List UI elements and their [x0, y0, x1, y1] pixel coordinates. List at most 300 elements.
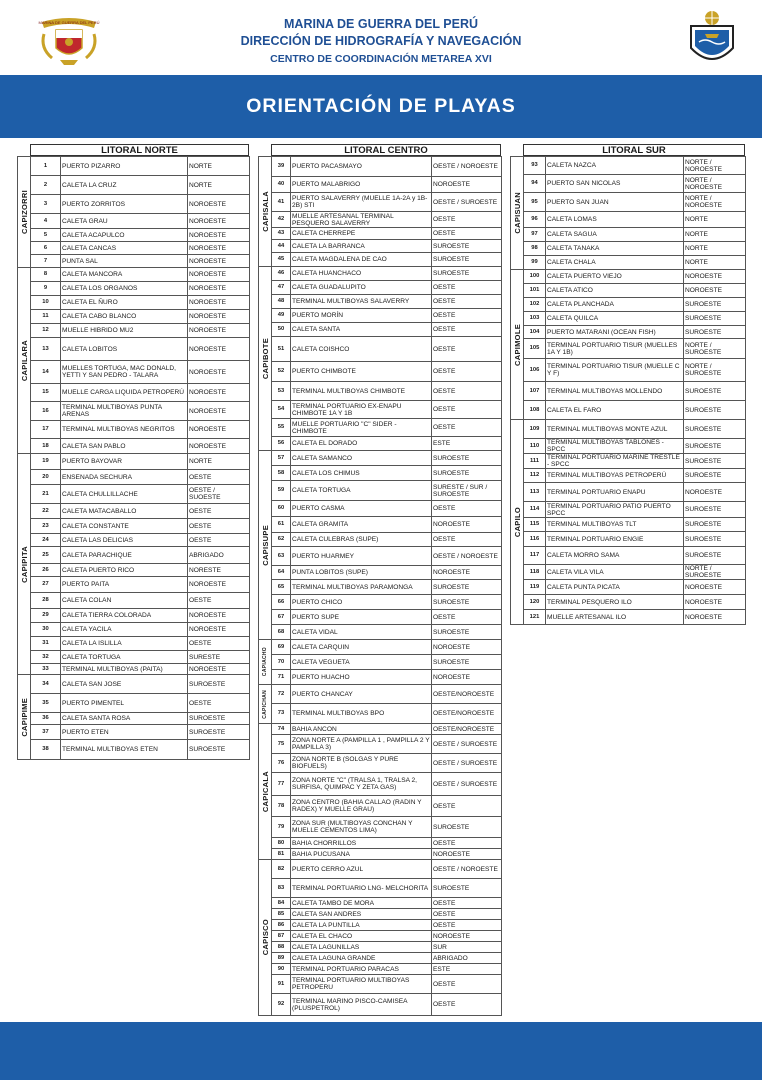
beach-orientation: OESTE	[432, 228, 502, 240]
table-row	[259, 595, 502, 610]
row-number: 105	[524, 339, 546, 359]
zone-name: CAPILO	[512, 506, 522, 538]
table-row	[511, 580, 746, 595]
table-row	[259, 466, 502, 481]
beach-name: TERMINAL MULTIBOYAS PARAMONGA	[291, 580, 432, 595]
beach-name: CALETA LOS CHIMUS	[291, 466, 432, 481]
beach-orientation: OESTE	[188, 694, 250, 713]
beach-orientation: OESTE / NOROESTE	[432, 547, 502, 566]
table-row	[18, 324, 250, 338]
table-row	[18, 268, 250, 282]
row-number: 100	[524, 270, 546, 284]
zone-name: CAPISALA	[260, 191, 270, 232]
table-row	[259, 281, 502, 295]
beach-orientation: SUROESTE	[684, 547, 746, 565]
table-row	[259, 964, 502, 975]
beach-orientation: SUR	[432, 942, 502, 953]
table-row	[18, 361, 250, 384]
row-number: 70	[272, 655, 291, 670]
row-number: 110	[524, 439, 546, 454]
beach-name: TERMINAL MULTIBOYAS PUNTA ARENAS	[61, 402, 188, 421]
beach-name: CALETA LA ISLILLA	[61, 637, 188, 651]
zone-name: CAPISUPE	[260, 524, 270, 566]
table-row	[259, 481, 502, 501]
beach-orientation: NOROESTE	[432, 640, 502, 655]
row-number: 74	[272, 724, 291, 735]
table-row	[18, 384, 250, 402]
table-row	[18, 470, 250, 485]
table-row	[259, 157, 502, 177]
table-row	[511, 157, 746, 175]
beach-orientation: NOROESTE	[188, 282, 250, 296]
beach-name: BAHIA CHORRILLOS	[291, 838, 432, 849]
beach-name: TERMINAL MULTIBOYAS CHIMBOTE	[291, 382, 432, 401]
row-number: 25	[31, 547, 61, 564]
dept-name: DIRECCIÓN DE HIDROGRAFÍA Y NAVEGACIÓN	[240, 34, 522, 48]
beach-orientation: OESTE	[188, 637, 250, 651]
table-row	[18, 675, 250, 694]
table-row	[259, 953, 502, 964]
row-number: 71	[272, 670, 291, 685]
row-number: 3	[31, 195, 61, 214]
row-number: 86	[272, 920, 291, 931]
beach-orientation: OESTE	[432, 898, 502, 909]
table-row	[259, 267, 502, 281]
beach-orientation: OESTE	[432, 382, 502, 401]
row-number: 102	[524, 298, 546, 312]
row-number: 43	[272, 228, 291, 240]
beach-orientation: OESTE	[432, 281, 502, 295]
row-number: 11	[31, 310, 61, 324]
beach-name: PUERTO PACASMAYO	[291, 157, 432, 177]
row-number: 77	[272, 773, 291, 796]
beach-name: PUERTO MORÍN	[291, 309, 432, 323]
beach-name: CALETA CHALA	[546, 256, 684, 270]
beach-orientation: SUROESTE	[684, 439, 746, 454]
beach-name: TERMINAL MULTIBOYAS TLT	[546, 518, 684, 532]
beach-name: CALETA VEGUETA	[291, 655, 432, 670]
beach-name: TERMINAL MULTIBOYAS (PAITA)	[61, 664, 188, 675]
beach-orientation: NORTE	[684, 242, 746, 256]
row-number: 97	[524, 228, 546, 242]
table-row	[259, 401, 502, 419]
table-row	[511, 518, 746, 532]
beach-name: PUERTO ETEN	[61, 725, 188, 740]
beach-orientation: OESTE	[188, 534, 250, 547]
row-number: 2	[31, 176, 61, 195]
beach-name: CALETA PUERTO RICO	[61, 564, 188, 577]
beach-orientation: NOROESTE	[188, 229, 250, 242]
beach-name: PUERTO SAN NICOLAS	[546, 175, 684, 193]
beach-name: CALETA EL DORADO	[291, 437, 432, 451]
beach-name: TERMINAL PORTUARIO EX-ENAPU CHIMBOTE 1A Y 1B	[291, 401, 432, 419]
table-row	[259, 382, 502, 401]
beach-name: CALETA LA CRUZ	[61, 176, 188, 195]
beach-name: TERMINAL PORTUARIO MARINE TRESTLE - SPCC	[546, 454, 684, 469]
beach-orientation: SUROESTE	[432, 595, 502, 610]
beach-name: PUERTO SALAVERRY (MUELLE 1A-2A y 1B-2B) STI	[291, 193, 432, 212]
row-number: 84	[272, 898, 291, 909]
table-row	[511, 270, 746, 284]
beach-orientation: OESTE	[432, 419, 502, 437]
beach-orientation: OESTE	[432, 337, 502, 362]
beach-orientation: OESTE / SUOESTE	[188, 485, 250, 504]
beach-name: CALETA YACILA	[61, 623, 188, 637]
row-number: 31	[31, 637, 61, 651]
beach-orientation: NOROESTE	[188, 268, 250, 282]
row-number: 67	[272, 610, 291, 625]
row-number: 24	[31, 534, 61, 547]
table-row	[511, 565, 746, 580]
table-row	[259, 838, 502, 849]
beach-orientation: OESTE	[432, 362, 502, 382]
beach-name: CALETA ATICO	[546, 284, 684, 298]
table-row	[259, 754, 502, 773]
beach-orientation: SUROESTE	[684, 298, 746, 312]
beach-orientation: OESTE	[432, 838, 502, 849]
beach-orientation: NOROESTE	[432, 670, 502, 685]
row-number: 60	[272, 501, 291, 517]
beach-orientation: OESTE	[432, 212, 502, 228]
beach-orientation: NOROESTE	[432, 849, 502, 860]
table-row	[259, 640, 502, 655]
table-row	[259, 547, 502, 566]
row-number: 39	[272, 157, 291, 177]
beach-orientation: NOROESTE	[188, 664, 250, 675]
row-number: 81	[272, 849, 291, 860]
beach-name: CALETA EL ÑURO	[61, 296, 188, 310]
org-name: MARINA DE GUERRA DEL PERÚ	[284, 17, 478, 31]
table-row	[259, 909, 502, 920]
table-row	[259, 931, 502, 942]
zone-name: CAPIPIME	[19, 697, 29, 737]
beach-orientation: NOROESTE	[684, 284, 746, 298]
beach-name: CALETA TORTUGA	[61, 651, 188, 664]
beach-orientation: OESTE	[432, 909, 502, 920]
table-row	[18, 229, 250, 242]
zone-label	[259, 860, 272, 1016]
row-number: 49	[272, 309, 291, 323]
beach-orientation: SUROESTE	[432, 466, 502, 481]
row-number: 18	[31, 439, 61, 454]
beach-orientation: SUROESTE	[684, 532, 746, 547]
beach-orientation: OESTE / SUROESTE	[432, 193, 502, 212]
table-row	[18, 421, 250, 439]
zone-label	[259, 157, 272, 267]
beach-name: PUERTO BAYOVAR	[61, 454, 188, 470]
row-number: 36	[31, 713, 61, 725]
beach-orientation: OESTE / NOROESTE	[432, 157, 502, 177]
table-row	[18, 740, 250, 760]
beach-name: CALETA TAMBO DE MORA	[291, 898, 432, 909]
beach-orientation: NOROESTE	[684, 270, 746, 284]
table-row	[18, 623, 250, 637]
beach-orientation: OESTE / SUROESTE	[432, 754, 502, 773]
row-number: 82	[272, 860, 291, 879]
beach-orientation: NOROESTE	[188, 338, 250, 361]
row-number: 17	[31, 421, 61, 439]
row-number: 103	[524, 312, 546, 326]
table-row	[259, 240, 502, 253]
table-row	[259, 419, 502, 437]
beach-orientation: ESTE	[432, 964, 502, 975]
row-number: 30	[31, 623, 61, 637]
beach-name: PUERTO CERRO AZUL	[291, 860, 432, 879]
table-row	[511, 382, 746, 401]
row-number: 50	[272, 323, 291, 337]
row-number: 87	[272, 931, 291, 942]
beach-name: CALETA SAN ANDRES	[291, 909, 432, 920]
beach-orientation: OESTE	[432, 796, 502, 817]
table-row	[259, 437, 502, 451]
row-number: 12	[31, 324, 61, 338]
beach-name: CALETA TORTUGA	[291, 481, 432, 501]
zone-label	[511, 270, 524, 420]
beach-orientation: NOROESTE	[188, 384, 250, 402]
beach-orientation: NORTE / NOROESTE	[684, 193, 746, 212]
beach-name: CALETA SAN PABLO	[61, 439, 188, 454]
table-row	[18, 713, 250, 725]
row-number: 27	[31, 577, 61, 593]
beach-orientation: SUROESTE	[432, 240, 502, 253]
table-row	[511, 439, 746, 454]
beach-name: TERMINAL MULTIBOYAS ETEN	[61, 740, 188, 760]
beach-orientation: NOROESTE	[432, 566, 502, 580]
row-number: 1	[31, 157, 61, 176]
table-row	[18, 402, 250, 421]
table-row	[259, 309, 502, 323]
column-title: LITORAL CENTRO	[271, 144, 501, 156]
zone-name: CAPICALA	[260, 770, 270, 813]
beach-name: CALETA CABO BLANCO	[61, 310, 188, 324]
beach-orientation: OESTE	[432, 994, 502, 1016]
beach-name: ENSENADA SECHURA	[61, 470, 188, 485]
beach-name: PUERTO CHANCAY	[291, 685, 432, 704]
row-number: 96	[524, 212, 546, 228]
row-number: 42	[272, 212, 291, 228]
beach-orientation: NOROESTE	[188, 577, 250, 593]
row-number: 15	[31, 384, 61, 402]
hydrography-seal-logo	[683, 8, 741, 70]
beach-name: PUERTO HUACHO	[291, 670, 432, 685]
beach-name: CALETA SAGUA	[546, 228, 684, 242]
table-row	[259, 704, 502, 724]
row-number: 93	[524, 157, 546, 175]
beach-orientation: OESTE	[432, 920, 502, 931]
beach-name: CALETA GRAU	[61, 214, 188, 229]
row-number: 52	[272, 362, 291, 382]
beach-name: PUERTO MATARANI (OCEAN FISH)	[546, 326, 684, 339]
beach-orientation: NOROESTE	[188, 421, 250, 439]
beach-orientation: NOROESTE	[188, 195, 250, 214]
beach-orientation: SUROESTE	[684, 454, 746, 469]
row-number: 33	[31, 664, 61, 675]
row-number: 72	[272, 685, 291, 704]
beach-orientation: NOROESTE	[188, 242, 250, 255]
table-row	[18, 282, 250, 296]
zone-name: CAPILARA	[19, 339, 29, 382]
row-number: 8	[31, 268, 61, 282]
zone-name: CAPIBOTE	[260, 337, 270, 380]
table-row	[259, 796, 502, 817]
beach-name: PUNTA LOBITOS (SUPE)	[291, 566, 432, 580]
beach-orientation: NORTE	[188, 454, 250, 470]
row-number: 44	[272, 240, 291, 253]
beach-orientation: SUROESTE	[684, 312, 746, 326]
beach-orientation: NORTE / NOROESTE	[684, 157, 746, 175]
beach-name: MUELLES TORTUGA, MAC DONALD, YETTI Y SAN PEDRO - TALARA	[61, 361, 188, 384]
row-number: 22	[31, 504, 61, 519]
table-row	[18, 694, 250, 713]
beach-name: MUELLE ARTESANAL TERMINAL PESQUERO SALAVERRY	[291, 212, 432, 228]
table-row	[259, 501, 502, 517]
litoral-sur-column	[510, 144, 745, 625]
zone-name: CAPIACHO	[261, 647, 268, 677]
table-row	[18, 534, 250, 547]
beach-orientation: SUROESTE	[432, 879, 502, 898]
row-number: 14	[31, 361, 61, 384]
row-number: 29	[31, 609, 61, 623]
table-row	[259, 566, 502, 580]
table-row	[259, 337, 502, 362]
row-number: 35	[31, 694, 61, 713]
row-number: 45	[272, 253, 291, 267]
table-row	[18, 310, 250, 324]
beach-orientation: ABRIGADO	[188, 547, 250, 564]
beach-name: CALETA CHERREPE	[291, 228, 432, 240]
beach-name: CALETA MAGDALENA DE CAO	[291, 253, 432, 267]
row-number: 10	[31, 296, 61, 310]
table-row	[511, 256, 746, 270]
beach-name: TERMINAL PORTUARIO PATIO PUERTO SPCC	[546, 502, 684, 518]
row-number: 78	[272, 796, 291, 817]
row-number: 89	[272, 953, 291, 964]
zone-label	[259, 640, 272, 685]
beach-name: CALETA SAN JOSE	[61, 675, 188, 694]
beach-orientation: NOROESTE	[188, 324, 250, 338]
row-number: 112	[524, 469, 546, 483]
beach-name: CALETA CULEBRAS (SUPE)	[291, 533, 432, 547]
table-row	[18, 547, 250, 564]
zone-name: CAPICHAN	[261, 689, 268, 719]
column-title: LITORAL NORTE	[30, 144, 249, 156]
beach-name: CALETA TANAKA	[546, 242, 684, 256]
beach-name: MUELLE CARGA LIQUIDA PETROPERÚ	[61, 384, 188, 402]
row-number: 46	[272, 267, 291, 281]
row-number: 48	[272, 295, 291, 309]
row-number: 83	[272, 879, 291, 898]
row-number: 99	[524, 256, 546, 270]
row-number: 88	[272, 942, 291, 953]
beach-name: CALETA TIERRA COLORADA	[61, 609, 188, 623]
column-title: LITORAL SUR	[523, 144, 745, 156]
beach-orientation: NORTE	[684, 228, 746, 242]
beach-name: MUELLE ARTESANAL ILO	[546, 610, 684, 625]
beach-name: CALETA LAGUNILLAS	[291, 942, 432, 953]
table-row	[259, 879, 502, 898]
beach-orientation: OESTE / SUROESTE	[432, 773, 502, 796]
beach-name: CALETA VILA VILA	[546, 565, 684, 580]
beach-orientation: SUROESTE	[188, 740, 250, 760]
table-row	[18, 176, 250, 195]
zone-label	[18, 157, 31, 268]
beach-orientation: SUROESTE	[188, 675, 250, 694]
beach-orientation: OESTE	[432, 533, 502, 547]
table-row	[18, 214, 250, 229]
table-row	[18, 195, 250, 214]
beach-orientation: OESTE / NOROESTE	[432, 860, 502, 879]
beach-name: TERMINAL PORTUARIO PARACAS	[291, 964, 432, 975]
beach-name: CALETA PARACHIQUE	[61, 547, 188, 564]
table-row	[259, 177, 502, 193]
beach-name: TERMINAL MULTIBOYAS NEGRITOS	[61, 421, 188, 439]
beach-orientation: NOROESTE	[432, 177, 502, 193]
row-number: 51	[272, 337, 291, 362]
zone-label	[259, 685, 272, 724]
row-number: 9	[31, 282, 61, 296]
row-number: 114	[524, 502, 546, 518]
beach-orientation: OESTE/NOROESTE	[432, 724, 502, 735]
beach-name: CALETA LA PUNTILLA	[291, 920, 432, 931]
beach-orientation: SUROESTE	[684, 326, 746, 339]
beach-orientation: ABRIGADO	[432, 953, 502, 964]
table-row	[18, 338, 250, 361]
row-number: 26	[31, 564, 61, 577]
beach-orientation: NORESTE	[188, 564, 250, 577]
table-row	[511, 212, 746, 228]
table-row	[259, 193, 502, 212]
beach-orientation: OESTE	[432, 610, 502, 625]
beach-orientation: OESTE	[188, 519, 250, 534]
row-number: 95	[524, 193, 546, 212]
beach-orientation: NOROESTE	[684, 610, 746, 625]
beach-name: CALETA NAZCA	[546, 157, 684, 175]
beach-name: TERMINAL PORTUARIO TISUR (MUELLES 1A Y 1B)	[546, 339, 684, 359]
table-row	[259, 212, 502, 228]
zone-label	[511, 420, 524, 625]
beach-table	[510, 156, 746, 625]
beach-name: ZONA NORTE "C" (TRALSA 1, TRALSA 2, SURFISA, QUIMPAC Y ZETA GAS)	[291, 773, 432, 796]
beach-table	[258, 156, 502, 1016]
row-number: 91	[272, 975, 291, 994]
navy-crest-logo	[36, 12, 102, 68]
table-row	[259, 860, 502, 879]
beach-orientation: SUROESTE	[684, 518, 746, 532]
table-row	[259, 817, 502, 838]
beach-orientation: NOROESTE	[188, 623, 250, 637]
beach-name: CALETA EL FARO	[546, 401, 684, 420]
row-number: 116	[524, 532, 546, 547]
beach-orientation: NOROESTE	[684, 595, 746, 610]
table-row	[511, 359, 746, 382]
table-row	[511, 326, 746, 339]
row-number: 76	[272, 754, 291, 773]
beach-name: CALETA SANTA ROSA	[61, 713, 188, 725]
beach-name: TERMINAL MULTIBOYAS SALAVERRY	[291, 295, 432, 309]
beach-orientation: OESTE	[188, 593, 250, 609]
row-number: 13	[31, 338, 61, 361]
beach-orientation: NORTE	[684, 212, 746, 228]
table-row	[511, 454, 746, 469]
row-number: 54	[272, 401, 291, 419]
beach-orientation: NOROESTE	[432, 931, 502, 942]
beach-name: PUERTO SUPE	[291, 610, 432, 625]
beach-orientation: OESTE	[188, 504, 250, 519]
beach-name: CALETA EL CHACO	[291, 931, 432, 942]
beach-name: CALETA CARQUIN	[291, 640, 432, 655]
table-row	[259, 898, 502, 909]
table-row	[259, 920, 502, 931]
